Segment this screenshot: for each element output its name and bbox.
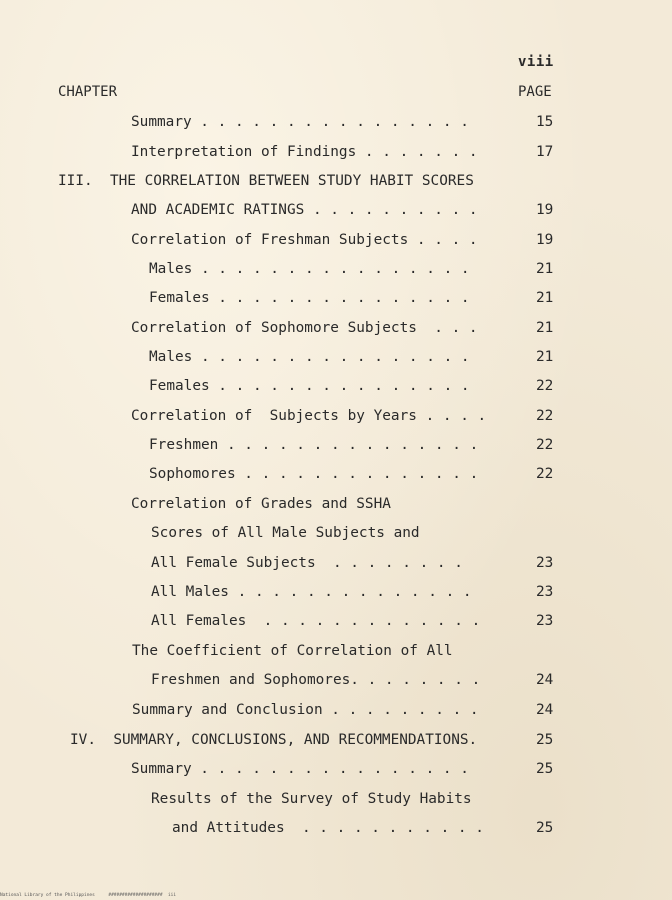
toc-entry-text: Results of the Survey of Study Habits [151, 791, 472, 807]
toc-entry-text: Summary and Conclusion . . . . . . . . . [132, 702, 479, 718]
toc-entry-page: 25 [536, 761, 554, 777]
toc-entry-page: 15 [536, 114, 554, 130]
toc-entry-text: Correlation of Grades and SSHA [131, 496, 391, 512]
toc-chapter-heading: III. THE CORRELATION BETWEEN STUDY HABIT SCORES [58, 173, 474, 189]
toc-entry-page: 24 [536, 702, 554, 718]
toc-entry-page: 22 [536, 378, 554, 394]
toc-entry-page: 25 [536, 732, 554, 748]
toc-entry-text: Scores of All Male Subjects and [151, 525, 420, 541]
toc-entry-text: Summary . . . . . . . . . . . . . . . . [131, 114, 469, 130]
toc-entry-text: Sophomores . . . . . . . . . . . . . . [149, 466, 479, 482]
page-column-header: PAGE [518, 84, 552, 100]
toc-chapter-heading: IV. SUMMARY, CONCLUSIONS, AND RECOMMENDATIONS. [70, 732, 478, 748]
toc-entry-page: 24 [536, 672, 554, 688]
toc-entry-text: Females . . . . . . . . . . . . . . . [149, 290, 470, 306]
toc-entry-page: 23 [536, 555, 554, 571]
toc-entry-text: Freshmen . . . . . . . . . . . . . . . [149, 437, 479, 453]
library-footer-stamp: National Library of the Philippines #################### iii [0, 893, 177, 898]
toc-entry-text: All Female Subjects . . . . . . . . [151, 555, 463, 571]
toc-entry-text: Interpretation of Findings . . . . . . . [131, 144, 478, 160]
toc-entry-text: Correlation of Freshman Subjects . . . . [131, 232, 478, 248]
toc-entry-text: Correlation of Subjects by Years . . . . [131, 408, 487, 424]
toc-entry-page: 23 [536, 613, 554, 629]
toc-entry-page: 19 [536, 202, 554, 218]
toc-entry-text: All Males . . . . . . . . . . . . . . [151, 584, 472, 600]
toc-entry-page: 22 [536, 466, 554, 482]
toc-entry-page: 21 [536, 320, 554, 336]
toc-entry-text: All Females . . . . . . . . . . . . . [151, 613, 481, 629]
page-number: viii [518, 54, 554, 70]
toc-entry-page: 22 [536, 437, 554, 453]
toc-entry-text: Summary . . . . . . . . . . . . . . . . [131, 761, 469, 777]
toc-entry-text: Males . . . . . . . . . . . . . . . . [149, 349, 470, 365]
toc-entry-text: Freshmen and Sophomores. . . . . . . . [151, 672, 481, 688]
toc-entry-text: Females . . . . . . . . . . . . . . . [149, 378, 470, 394]
toc-entry-page: 21 [536, 290, 554, 306]
toc-entry-page: 23 [536, 584, 554, 600]
toc-entry-text: AND ACADEMIC RATINGS . . . . . . . . . . [131, 202, 478, 218]
toc-entry-page: 22 [536, 408, 554, 424]
toc-entry-text: Males . . . . . . . . . . . . . . . . [149, 261, 470, 277]
toc-entry-page: 25 [536, 820, 554, 836]
toc-entry-text: and Attitudes . . . . . . . . . . . [172, 820, 484, 836]
toc-entry-page: 21 [536, 349, 554, 365]
toc-entry-text: Correlation of Sophomore Subjects . . . [131, 320, 478, 336]
toc-entry-text: The Coefficient of Correlation of All [132, 643, 453, 659]
chapter-column-header: CHAPTER [58, 84, 118, 100]
toc-entry-page: 17 [536, 144, 554, 160]
toc-entry-page: 19 [536, 232, 554, 248]
toc-entry-page: 21 [536, 261, 554, 277]
